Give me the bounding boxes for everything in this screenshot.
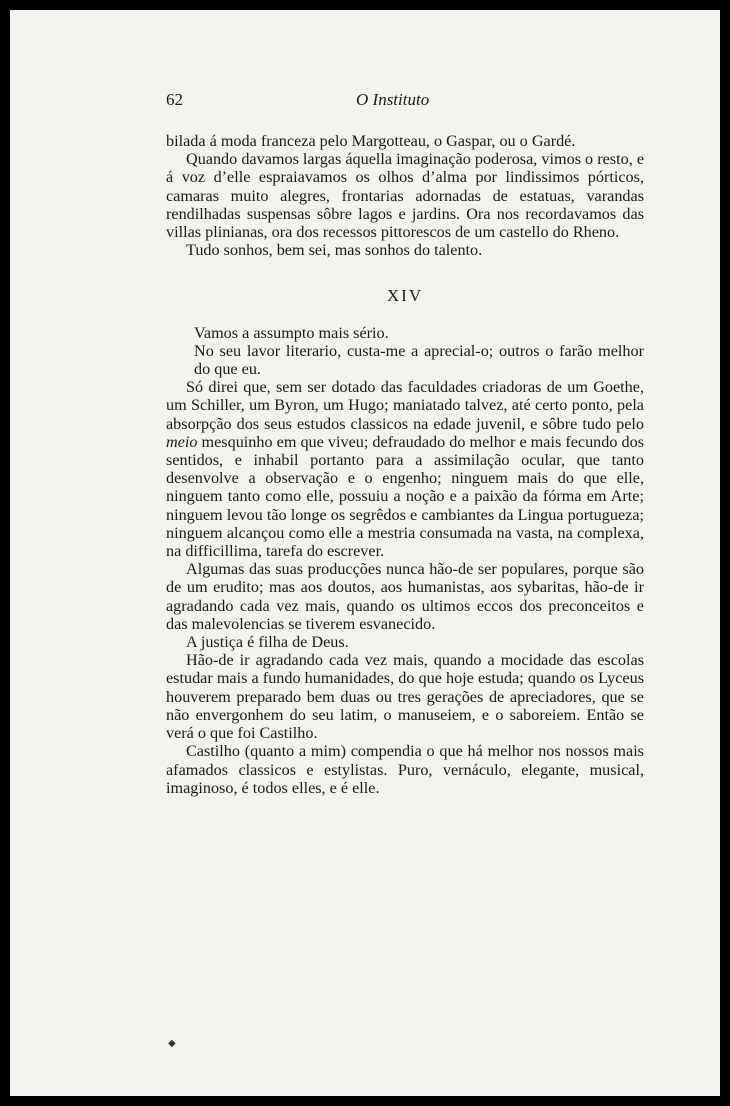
- paragraph: Tudo sonhos, bem sei, mas sonhos do talento.: [186, 241, 483, 260]
- paragraph-continuation: bilada á moda franceza pelo Margotteau, o Gaspar, ou o Gardé.: [166, 132, 576, 150]
- paragraph: Quando davamos largas áquella imaginação poderosa, vimos o resto, e á voz d’elle espraiavamos os olhos d’alma por lindissimos pórticos, camaras muito alegres, frontarias adornadas de estatuas, varandas rendilhadas suspensas sôbre lagos e jardins. Ora nos recordavamos das villas plinianas, ora dos recessos pittorescos de um castello do Rheno.: [166, 150, 644, 242]
- page-number: 62: [166, 90, 183, 109]
- book-page: [10, 10, 720, 1096]
- running-head: [166, 90, 650, 114]
- emphasis-text: meio: [166, 432, 198, 451]
- paragraph: Hão-de ir agradando cada vez mais, quando a mocidade das escolas estudar mais a fundo humanidades, do que hoje estuda; quando os Lyceus houverem preparado bem duas ou tres gerações de apreciadores, que se não envergonhem do seu latim, o manuseiem, e o saboreiem. Então se verá o que foi Castilho.: [166, 651, 644, 743]
- paragraph-text: mesquinho em que viveu; defraudado do melhor e mais fecundo dos sentidos, e inhabil portanto para a assimilação ocular, que tanto desenvolve a observação e o engenho; ninguem mais do que elle, ninguem tanto como elle, possuiu a noção e a paixão da fórma em Arte; ninguem levou tão longe os segrêdos e cambiantes da Lingua portugueza; ninguem alcançou como elle a mestria consumada na vasta, na complexa, na difficillima, tarefa do escrever.: [166, 432, 644, 561]
- paragraph: Castilho (quanto a mim) compendia o que há melhor nos nossos mais afamados classicos e estylistas. Puro, vernáculo, elegante, musical, imaginoso, é todos elles, e é elle.: [166, 742, 644, 797]
- section-heading: XIV: [386, 286, 424, 306]
- paragraph: Vamos a assumpto mais sério.: [194, 323, 389, 342]
- paragraph: No seu lavor literario, custa-me a aprecial-o; outros o farão melhor do que eu.: [194, 341, 644, 379]
- ink-speck-icon: ◆: [168, 1038, 176, 1049]
- journal-title: O Instituto: [356, 90, 430, 109]
- paragraph: Algumas das suas producções nunca hão-de ser populares, porque são de um erudito; mas aos doutos, aos humanistas, aos sybaritas, hão-de ir agradando cada vez mais, quando os ultimos eccos dos preconceitos e das malevolencias se tiverem esvanecido.: [166, 560, 644, 633]
- paragraph-text: Só direi que, sem ser dotado das faculdades criadoras de um Goethe, um Schiller, um Byron, um Hugo; maniatado talvez, até certo ponto, pela absorpção dos seus estudos classicos na edade juvenil, e sôbre tudo pelo: [166, 378, 644, 433]
- paragraph: [166, 378, 644, 560]
- section-body: [194, 324, 644, 379]
- body-text: [166, 132, 644, 797]
- paragraph: A justiça é filha de Deus.: [186, 633, 349, 652]
